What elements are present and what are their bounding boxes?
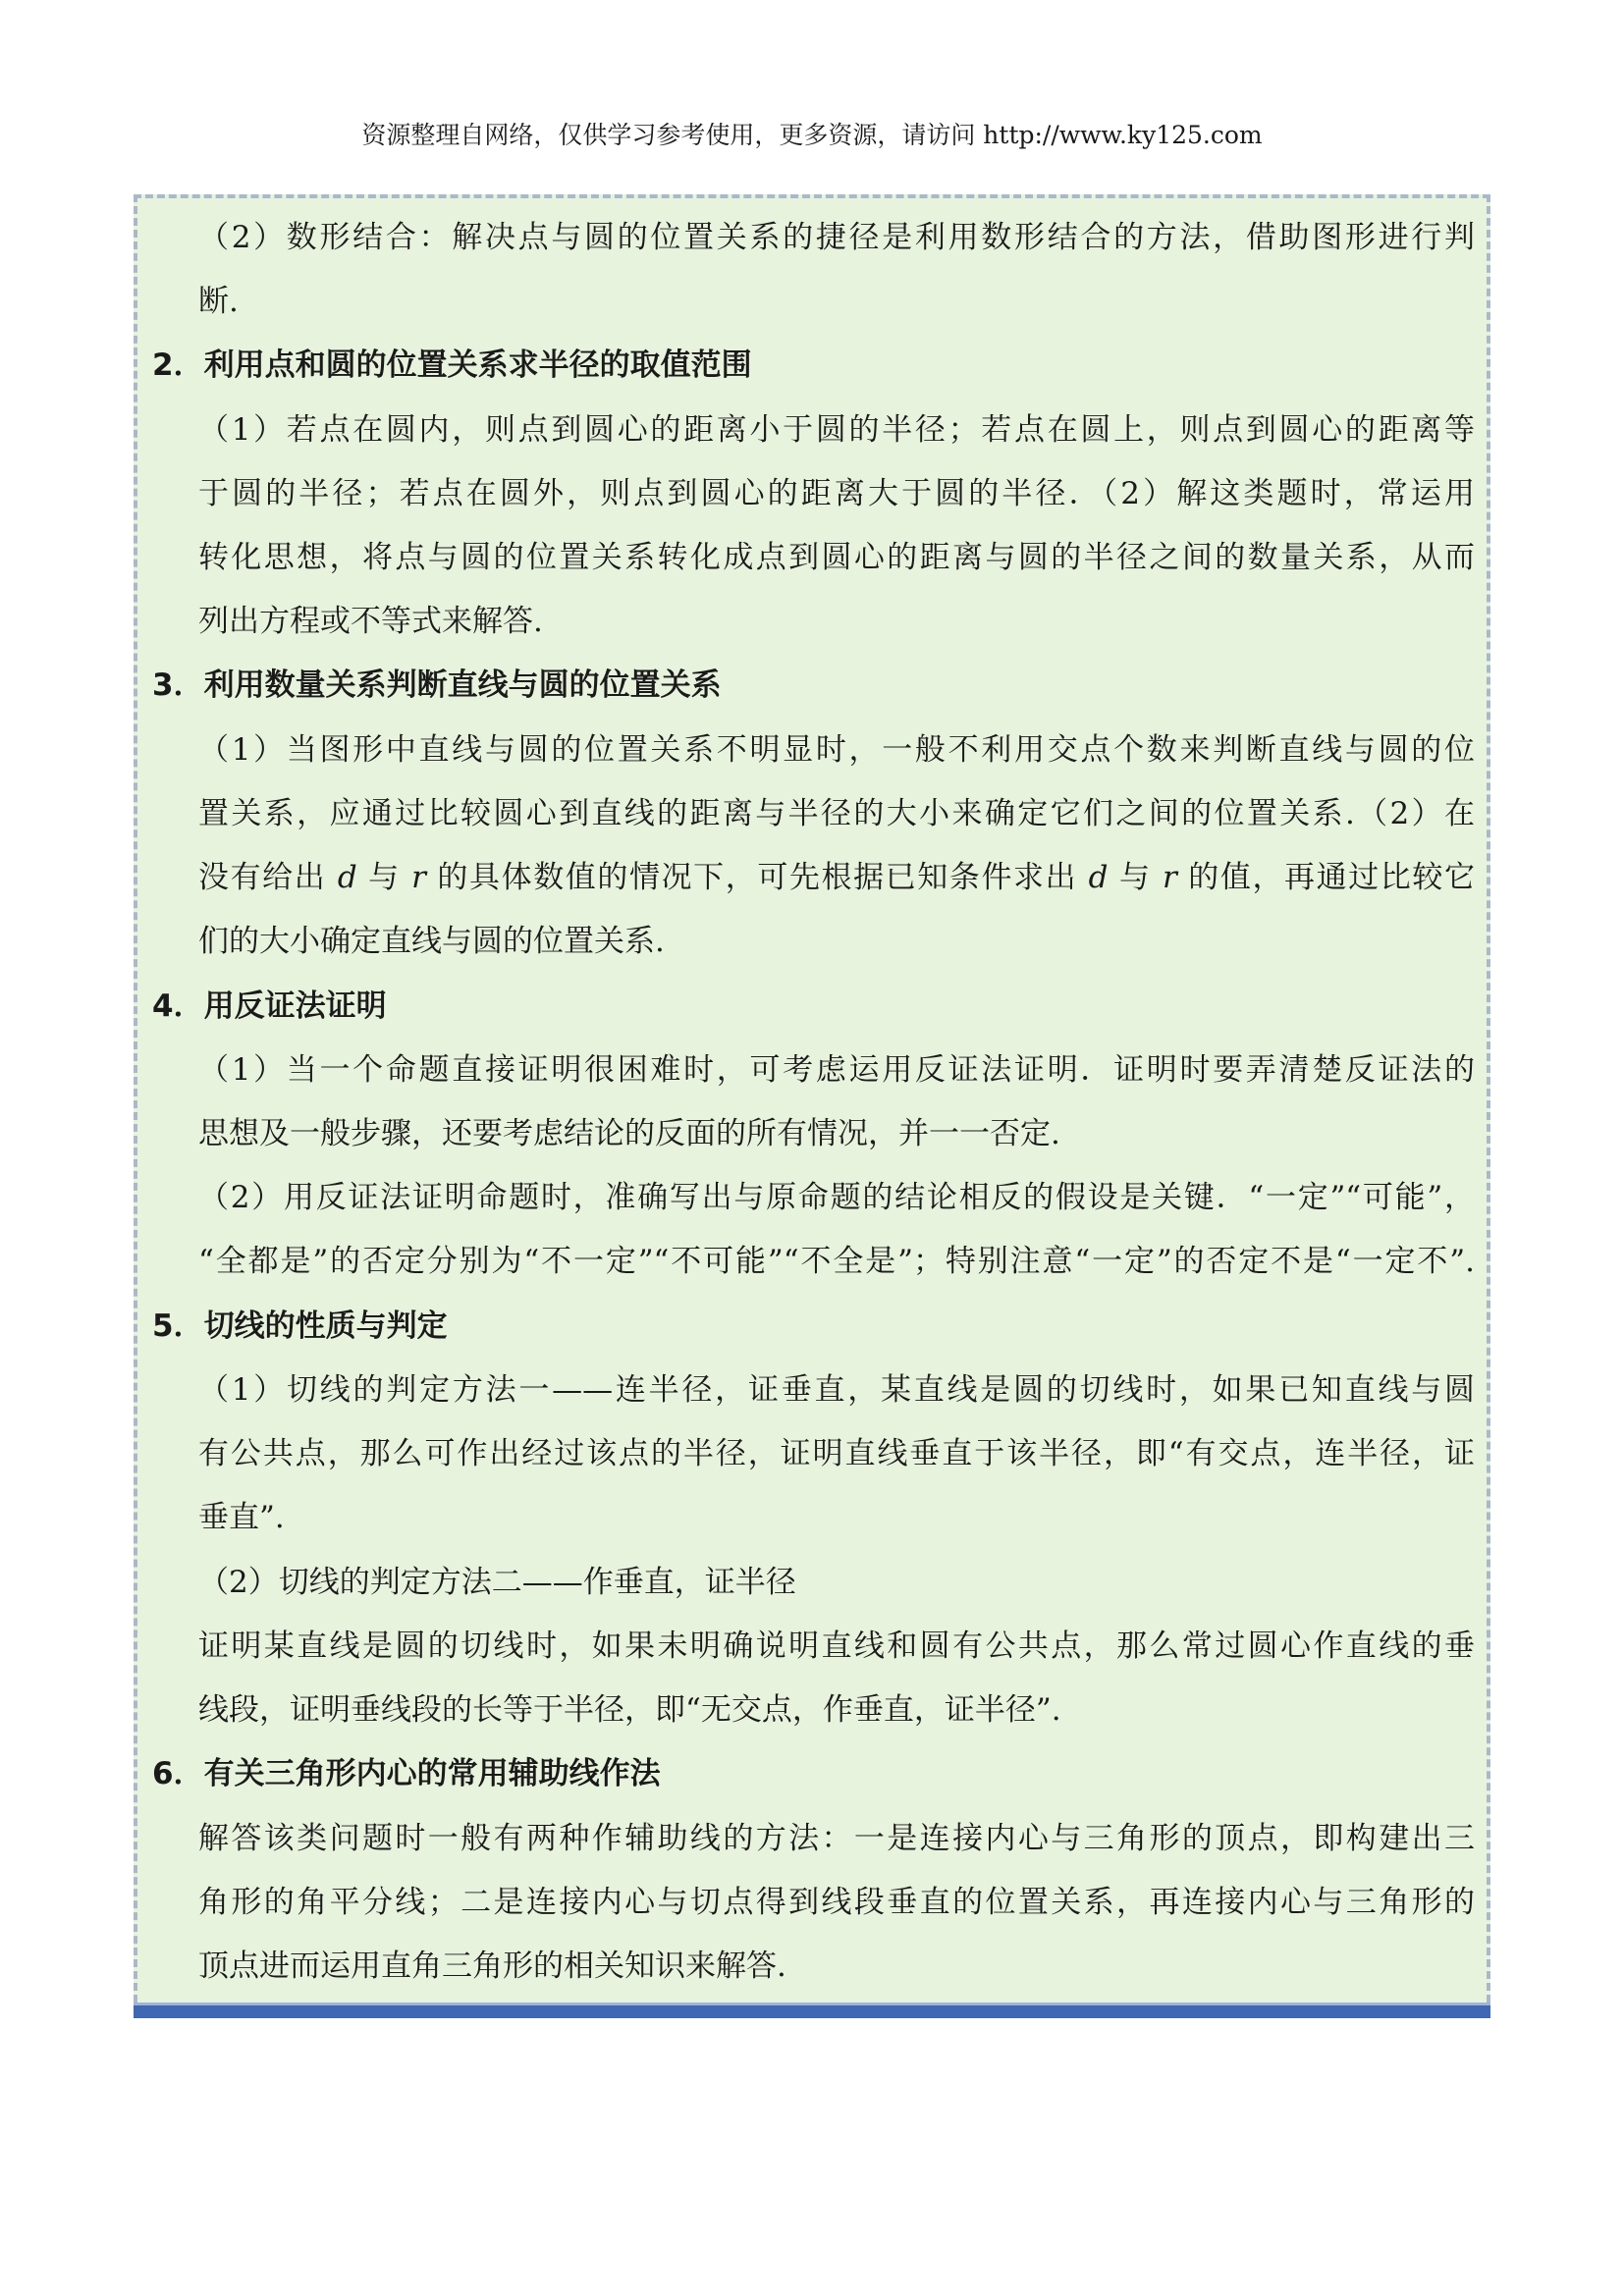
text-fragment: 没有给出 <box>198 860 338 895</box>
text-line: 列出方程或不等式来解答. <box>198 604 543 639</box>
text-line: 断. <box>198 284 239 319</box>
text-line: 角形的角平分线；二是连接内心与切点得到线段垂直的位置关系，再连接内心与三角形的 <box>198 1885 1475 1920</box>
section-heading: 4．用反证法证明 <box>152 988 387 1024</box>
math-variable: d <box>1088 860 1109 895</box>
math-variable: d <box>337 860 357 895</box>
text-line: 证明某直线是圆的切线时，如果未明确说明直线和圆有公共点，那么常过圆心作直线的垂 <box>198 1629 1475 1664</box>
text-line: 垂直”. <box>198 1500 285 1535</box>
text-line: （2）用反证法证明命题时，准确写出与原命题的结论相反的假设是关键．“一定”“可能”， <box>198 1180 1475 1215</box>
page-header: 资源整理自网络，仅供学习参考使用，更多资源，请访问 http://www.ky125.com <box>361 121 1263 149</box>
text-line: （1）当一个命题直接证明很困难时，可考虑运用反证法证明．证明时要弄清楚反证法的 <box>198 1052 1475 1088</box>
text-fragment: 的值，再通过比较它 <box>1176 860 1475 895</box>
text-fragment: 与 <box>1108 860 1163 895</box>
text-line: （2）数形结合：解决点与圆的位置关系的捷径是利用数形结合的方法，借助图形进行判 <box>198 220 1475 255</box>
text-line: （1）当图形中直线与圆的位置关系不明显时，一般不利用交点个数来判断直线与圆的位 <box>198 732 1475 768</box>
text-line: （1）若点在圆内，则点到圆心的距离小于圆的半径；若点在圆上，则点到圆心的距离等 <box>198 412 1475 448</box>
text-fragment: 的具体数值的情况下，可先根据已知条件求出 <box>425 860 1089 895</box>
text-line: （1）切线的判定方法一——连半径，证垂直，某直线是圆的切线时，如果已知直线与圆 <box>198 1372 1475 1408</box>
text-line: （2）切线的判定方法二——作垂直，证半径 <box>198 1565 796 1600</box>
text-line: 思想及一般步骤，还要考虑结论的反面的所有情况，并一一否定. <box>198 1116 1060 1151</box>
text-line: 解答该类问题时一般有两种作辅助线的方法：一是连接内心与三角形的顶点，即构建出三 <box>198 1821 1475 1856</box>
section-heading: 5．切线的性质与判定 <box>152 1308 448 1344</box>
section-heading: 3．利用数量关系判断直线与圆的位置关系 <box>152 667 722 703</box>
section-heading: 2．利用点和圆的位置关系求半径的取值范围 <box>152 347 752 383</box>
text-line-with-math <box>198 853 1475 902</box>
text-line: 们的大小确定直线与圆的位置关系. <box>198 924 665 959</box>
math-variable: r <box>1163 860 1177 895</box>
text-line: 顶点进而运用直角三角形的相关知识来解答. <box>198 1949 786 1984</box>
text-line: 置关系，应通过比较圆心到直线的距离与半径的大小来确定它们之间的位置关系.（2）在 <box>198 796 1475 831</box>
text-line: 线段，证明垂线段的长等于半径，即“无交点，作垂直，证半径”. <box>198 1692 1061 1728</box>
panel-bottom-bar <box>134 2002 1490 2018</box>
text-line: “全都是”的否定分别为“不一定”“不可能”“不全是”；特别注意“一定”的否定不是“一定不”. <box>198 1244 1475 1279</box>
text-line: 转化思想，将点与圆的位置关系转化成点到圆心的距离与圆的半径之间的数量关系，从而 <box>198 540 1475 575</box>
text-fragment: 与 <box>356 860 412 895</box>
section-heading: 6．有关三角形内心的常用辅助线作法 <box>152 1756 661 1791</box>
text-line: 有公共点，那么可作出经过该点的半径，证明直线垂直于该半径，即“有交点，连半径，证 <box>198 1436 1475 1471</box>
math-variable: r <box>411 860 426 895</box>
text-line: 于圆的半径；若点在圆外，则点到圆心的距离大于圆的半径．（2）解这类题时，常运用 <box>198 476 1475 511</box>
